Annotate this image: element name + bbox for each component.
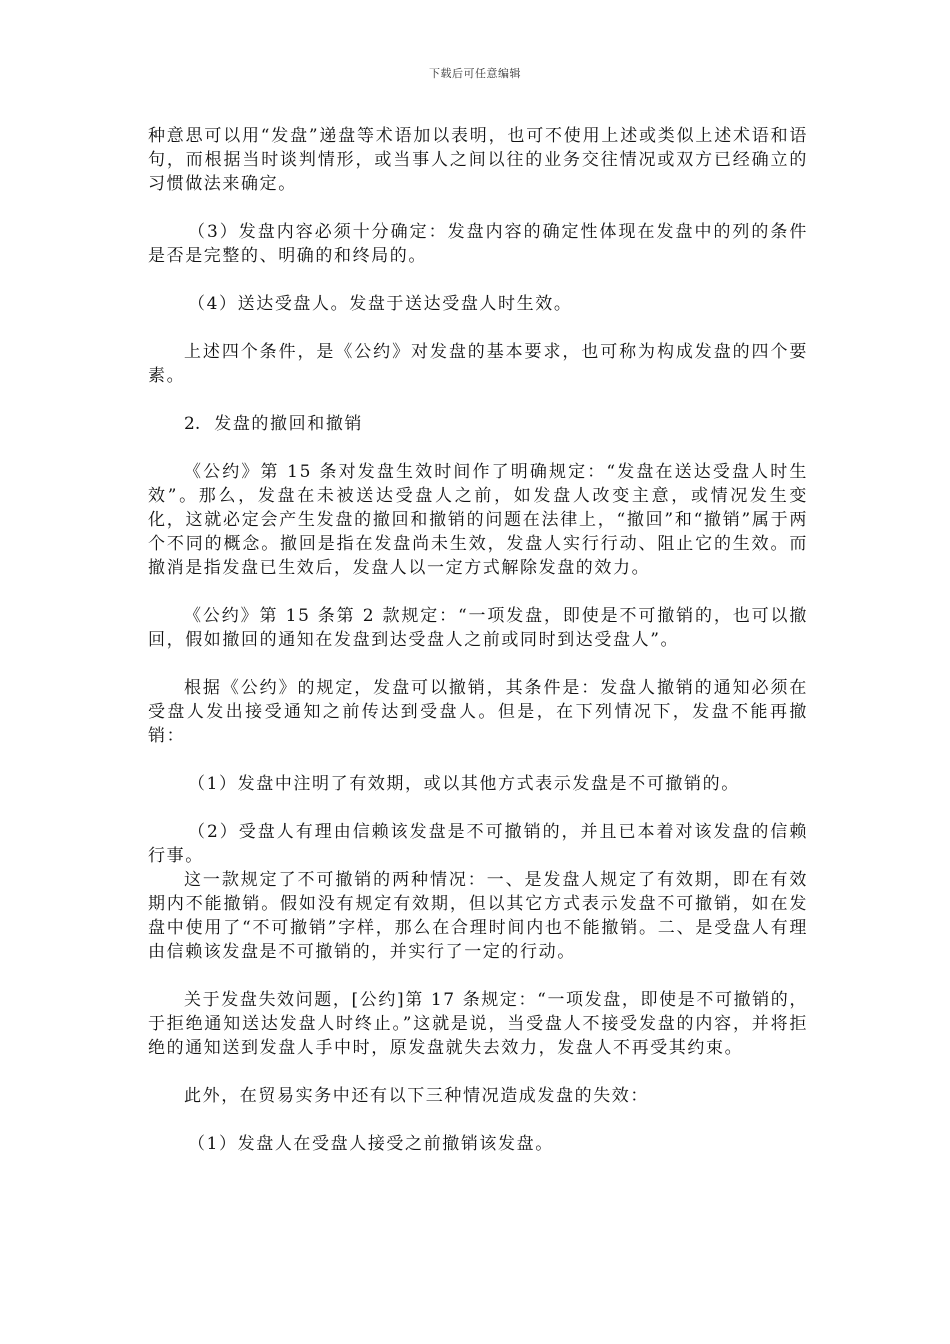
paragraph-irrevocable-2: （2）受盘人有理由信赖该发盘是不可撤销的，并且已本着对该发盘的信赖行事。	[148, 822, 808, 866]
paragraph-four-elements: 上述四个条件，是《公约》对发盘的基本要求，也可称为构成发盘的四个要素。	[148, 342, 808, 386]
section-title: 发盘的撤回和撤销	[214, 414, 364, 434]
paragraph-lapse-1: （1）发盘人在受盘人接受之前撤销该发盘。	[188, 1134, 554, 1154]
paragraph-revocation-conditions: 根据《公约》的规定，发盘可以撤销，其条件是：发盘人撤销的通知必须在受盘人发出接受通知之前传达到受盘人。但是，在下列情况下，发盘不能再撤销：	[148, 678, 808, 746]
paragraph-continuation: 种意思可以用“发盘”递盘等术语加以表明，也可不使用上述或类似上述术语和语句，而根据当时谈判情形，或当事人之间以往的业务交往情况或双方已经确立的习惯做法来确定。	[148, 126, 808, 194]
paragraph-condition-3: （3）发盘内容必须十分确定：发盘内容的确定性体现在发盘中的列的条件是否是完整的、明确的和终局的。	[148, 222, 808, 266]
document-body	[148, 124, 808, 1156]
section-heading	[148, 412, 808, 436]
paragraph-article-17: 关于发盘失效问题，[公约]第 17 条规定：“一项发盘，即使是不可撤销的，于拒绝通知送达发盘人时终止。”这就是说，当受盘人不接受发盘的内容，并将拒绝的通知送到发盘人手中时，原发盘就失去效力，发盘人不再受其约束。	[148, 990, 808, 1058]
paragraph-article-15-2: 《公约》第 15 条第 2 款规定：“一项发盘，即使是不可撤销的，也可以撤回，假如撤回的通知在发盘到达受盘人之前或同时到达受盘人”。	[148, 606, 808, 650]
paragraph-two-situations: 这一款规定了不可撤销的两种情况：一、是发盘人规定了有效期，即在有效期内不能撤销。假如没有规定有效期，但以其它方式表示发盘不可撤销，如在发盘中使用了“不可撤销”字样，那么在合理时间内也不能撤销。二、是受盘人有理由信赖该发盘是不可撤销的，并实行了一定的行动。	[148, 870, 808, 962]
page-header-note: 下载后可任意编辑	[429, 67, 521, 80]
paragraph-trade-practice: 此外，在贸易实务中还有以下三种情况造成发盘的失效：	[184, 1086, 649, 1106]
section-number: 2.	[184, 414, 201, 434]
paragraph-article-15: 《公约》第 15 条对发盘生效时间作了明确规定：“发盘在送达受盘人时生效”。那么，发盘在未被送达受盘人之前，如发盘人改变主意，或情况发生变化，这就必定会产生发盘的撤回和撤销的问题在法律上，“撤回”和“撤销”属于两个不同的概念。撤回是指在发盘尚未生效，发盘人实行行动、阻止它的生效。而撤消是指发盘已生效后，发盘人以一定方式解除发盘的效力。	[148, 462, 808, 578]
paragraph-irrevocable-1: （1）发盘中注明了有效期，或以其他方式表示发盘是不可撤销的。	[188, 774, 740, 794]
paragraph-condition-4: （4）送达受盘人。发盘于送达受盘人时生效。	[188, 294, 573, 314]
